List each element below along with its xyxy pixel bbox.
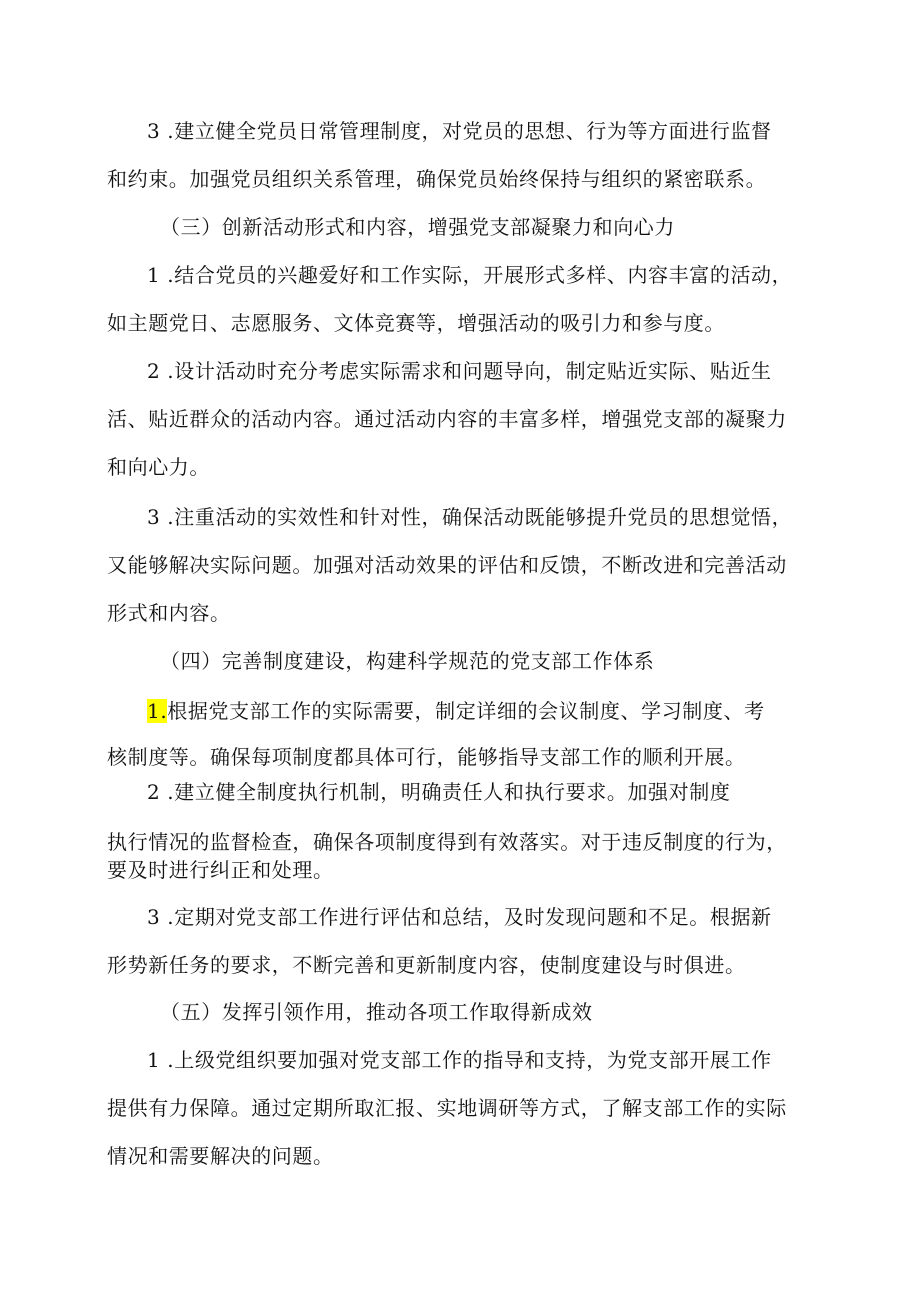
text-line-highlighted <box>0 699 920 723</box>
text-line: 形式和内容。 <box>107 601 231 625</box>
highlighted-number: 1. <box>147 699 168 723</box>
text-line: 1 .结合党员的兴趣爱好和工作实际，开展形式多样、内容丰富的活动， <box>147 263 793 287</box>
text-line: 和向心力。 <box>107 455 210 479</box>
section-heading-5: （五）发挥引领作用，推动各项工作取得新成效 <box>160 1000 593 1024</box>
section-heading-3: （三）创新活动形式和内容，增强党支部凝聚力和向心力 <box>160 215 675 239</box>
text-line-rest: 根据党支部工作的实际需要，制定详细的会议制度、学习制度、考 <box>167 699 765 723</box>
text-line: 提供有力保障。通过定期所取汇报、实地调研等方式，了解支部工作的实际 <box>107 1096 787 1120</box>
text-line: 核制度等。确保每项制度都具体可行，能够指导支部工作的顺利开展。 <box>107 745 746 769</box>
text-line: 3 .定期对党支部工作进行评估和总结，及时发现问题和不足。根据新 <box>147 905 772 929</box>
text-line: 1 .上级党组织要加强对党支部工作的指导和支持，为党支部开展工作 <box>147 1048 772 1072</box>
text-line: 如主题党日、志愿服务、文体竞赛等，增强活动的吸引力和参与度。 <box>107 311 725 335</box>
text-line: 要及时进行纠正和处理。 <box>107 858 334 882</box>
text-line: 情况和需要解决的问题。 <box>107 1144 334 1168</box>
section-heading-4: （四）完善制度建设，构建科学规范的党支部工作体系 <box>160 649 655 673</box>
text-line: 3 .建立健全党员日常管理制度，对党员的思想、行为等方面进行监督 <box>147 119 772 143</box>
text-line: 执行情况的监督检查，确保各项制度得到有效落实。对于违反制度的行为， <box>107 830 787 854</box>
text-line: 2 .设计活动时充分考虑实际需求和问题导向，制定贴近实际、贴近生 <box>147 359 772 383</box>
text-line: 3 .注重活动的实效性和针对性，确保活动既能够提升党员的思想觉悟， <box>147 505 793 529</box>
text-line: 又能够解决实际问题。加强对活动效果的评估和反馈，不断改进和完善活动 <box>107 553 787 577</box>
text-line: 形势新任务的要求，不断完善和更新制度内容，使制度建设与时俱进。 <box>107 953 746 977</box>
text-line: 和约束。加强党员组织关系管理，确保党员始终保持与组织的紧密联系。 <box>107 167 767 191</box>
text-line: 2 .建立健全制度执行机制，明确责任人和执行要求。加强对制度 <box>147 780 731 804</box>
text-line: 活、贴近群众的活动内容。通过活动内容的丰富多样，增强党支部的凝聚力 <box>107 407 787 431</box>
